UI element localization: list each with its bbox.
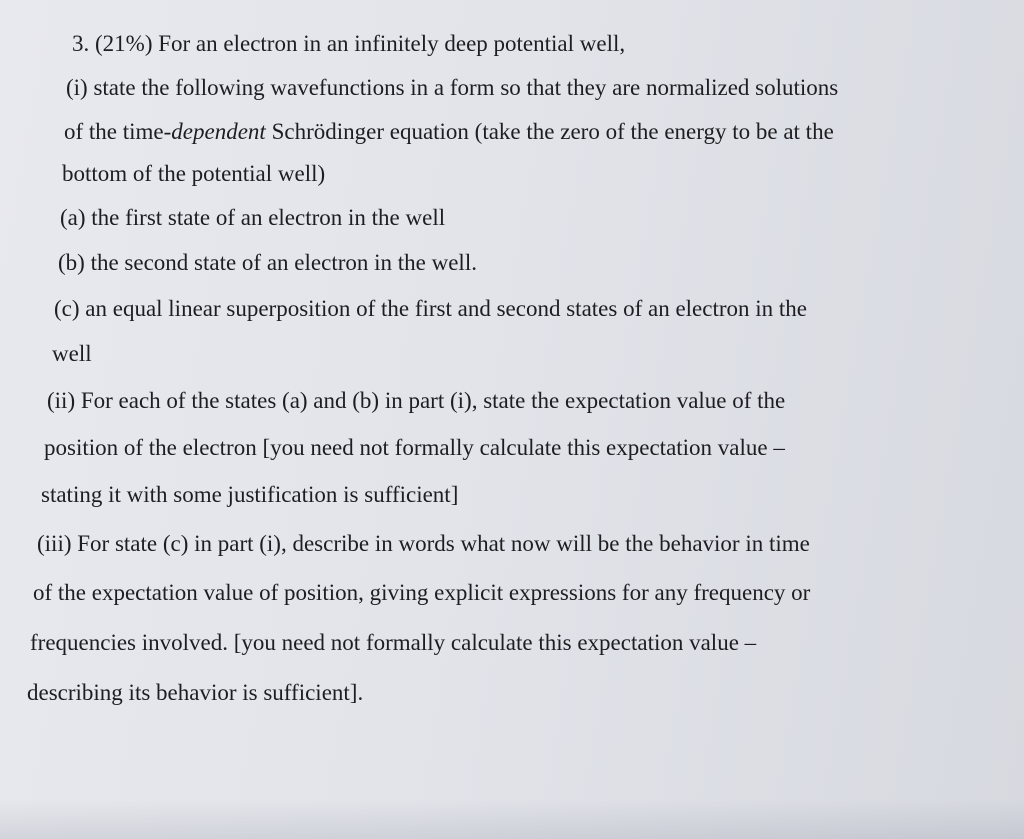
item-c-line-2: well: [52, 341, 92, 366]
part-iii-line-1: (iii) For state (c) in part (i), describe in words what now will be the behavior in time: [37, 531, 810, 556]
part-i-line-2-post: Schrödinger equation (take the zero of the energy to be at the: [265, 119, 834, 144]
question-header: 3. (21%) For an electron in an infinitely deep potential well,: [72, 31, 626, 56]
part-i-line-2-emphasis: dependent: [171, 119, 266, 144]
part-i-line-1: (i) state the following wavefunctions in a form so that they are normalized solutions: [66, 75, 839, 100]
item-a: (a) the first state of an electron in the well: [60, 205, 446, 230]
part-iii-line-4: describing its behavior is sufficient].: [27, 680, 364, 705]
part-ii-line-3: stating it with some justification is sufficient]: [41, 482, 459, 507]
part-ii-line-1: (ii) For each of the states (a) and (b) in part (i), state the expectation value of the: [47, 388, 786, 413]
page-bottom-shadow: [0, 799, 1024, 839]
part-iii-line-3: frequencies involved. [you need not formally calculate this expectation value –: [30, 630, 757, 655]
part-i-line-2-pre: of the time-: [64, 119, 172, 144]
part-i-line-2: [64, 120, 834, 143]
part-ii-line-2: position of the electron [you need not formally calculate this expectation value –: [44, 435, 785, 460]
part-i-line-3: bottom of the potential well): [62, 161, 326, 186]
part-iii-line-2: of the expectation value of position, giving explicit expressions for any frequency or: [33, 580, 811, 605]
item-b: (b) the second state of an electron in the well.: [58, 250, 477, 275]
item-c-line-1: (c) an equal linear superposition of the first and second states of an electron in the: [54, 296, 807, 321]
